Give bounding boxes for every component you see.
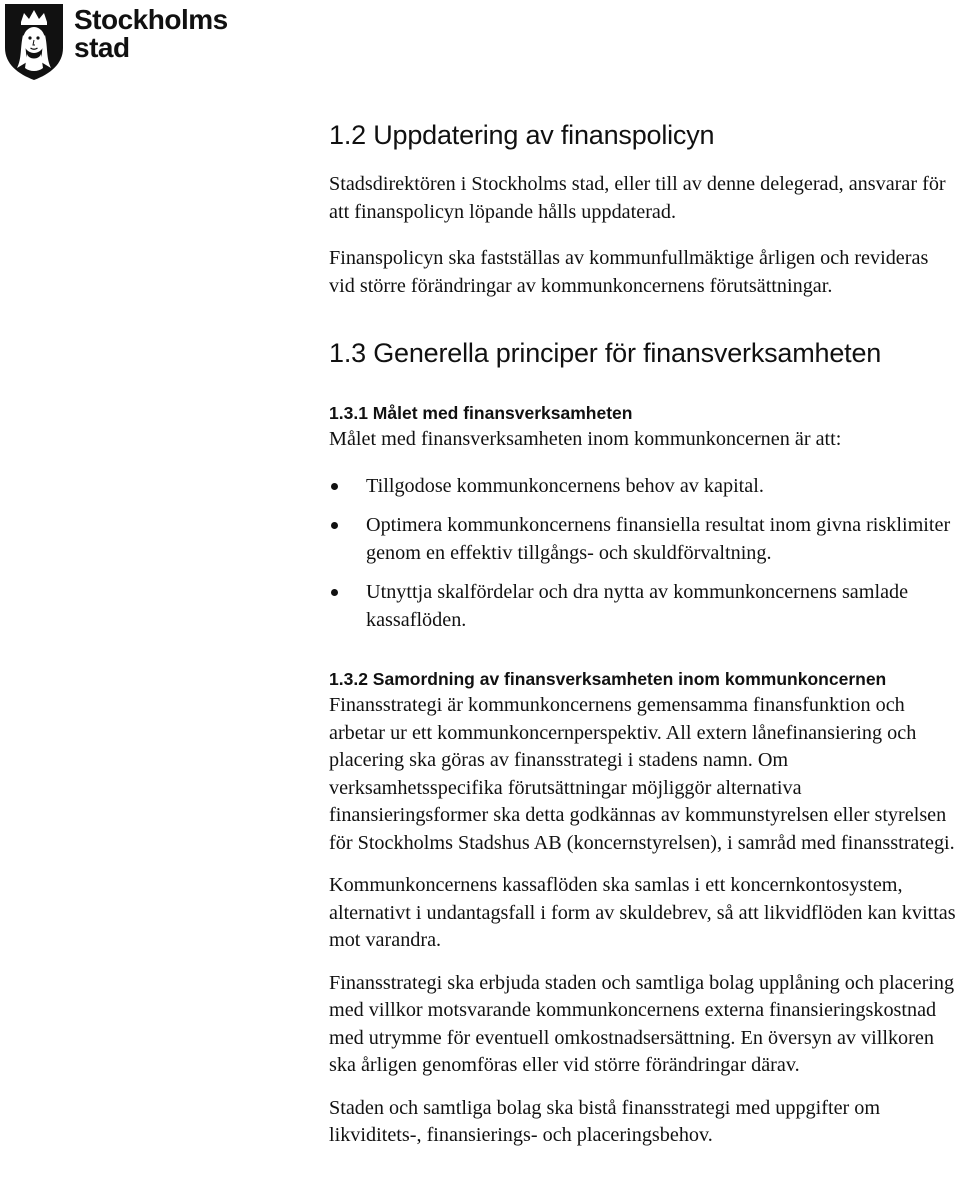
logo-line-2: stad xyxy=(74,32,130,63)
paragraph-1-3-1-intro: Målet med finansverksamheten inom kommunkoncernen är att: xyxy=(329,428,842,450)
list-item-text: Optimera kommunkoncernens finansiella resultat inom givna risklimiter genom en effektiv tillgångs- och skuldförvaltning. xyxy=(366,514,951,564)
stockholms-stad-logo xyxy=(2,2,228,82)
logo-line-1: Stockholms xyxy=(74,4,228,35)
heading-1-2: 1.2 Uppdatering av finanspolicyn xyxy=(329,120,715,150)
list-item-text: Tillgodose kommunkoncernens behov av kapital. xyxy=(366,474,764,497)
list-item-text: Utnyttja skalfördelar och dra nytta av kommunkoncernens samlade kassaflöden. xyxy=(366,581,909,631)
paragraph-1-3-2-finansstrategi: Finansstrategi är kommunkoncernens gemensamma finansfunktion och arbetar ur ett kommunkoncernperspektiv. All extern lånefinansiering och placering ska göras av finansstrategi i stadens namn. Om verksamhetsspecifika förutsättningar möjliggör alternativa finansieringsformer ska detta godkännas av kommunstyrelsen eller styrelsen för Stockholms Stadshus AB (koncernstyrelsen), i samråd med finansstrategi. xyxy=(329,694,955,854)
logo-wordmark xyxy=(74,6,228,62)
heading-1-3: 1.3 Generella principer för finansverksamheten xyxy=(329,338,882,368)
goal-bullet-list xyxy=(329,473,959,635)
paragraph-1-2-adoption: Finanspolicyn ska fastställas av kommunfullmäktige årligen och revideras vid större förändringar av kommunkoncernens förutsättningar. xyxy=(329,247,929,297)
document-body xyxy=(329,118,959,1150)
paragraph-1-3-2-kassafloden: Kommunkoncernens kassaflöden ska samlas i ett koncernkontosystem, alternativt i undantagsfall i form av skuldebrev, så att likvidflöden kan kvittas mot varandra. xyxy=(329,874,956,951)
list-item xyxy=(329,512,959,567)
paragraph-1-2-responsibility: Stadsdirektören i Stockholms stad, eller till av denne delegerad, ansvarar för att finanspolicyn löpande hålls uppdaterad. xyxy=(329,173,946,223)
paragraph-1-3-2-villkor: Finansstrategi ska erbjuda staden och samtliga bolag upplåning och placering med villkor motsvarande kommunkoncernens externa finansieringskostnad med utrymme för eventuell omkostnadsersättning. En översyn av villkoren ska årligen genomföras eller vid större förändringar därav. xyxy=(329,971,955,1076)
heading-1-3-1: 1.3.1 Målet med finansverksamheten xyxy=(329,403,633,423)
paragraph-1-3-2-uppgifter: Staden och samtliga bolag ska bistå finansstrategi med uppgifter om likviditets-, finansierings- och placeringsbehov. xyxy=(329,1096,881,1146)
bullet-icon xyxy=(331,483,338,490)
city-shield-icon xyxy=(2,2,66,82)
list-item xyxy=(329,579,959,634)
list-item xyxy=(329,473,959,501)
bullet-icon xyxy=(331,522,338,529)
bullet-icon xyxy=(331,589,338,596)
heading-1-3-2: 1.3.2 Samordning av finansverksamheten inom kommunkoncernen xyxy=(329,669,887,689)
